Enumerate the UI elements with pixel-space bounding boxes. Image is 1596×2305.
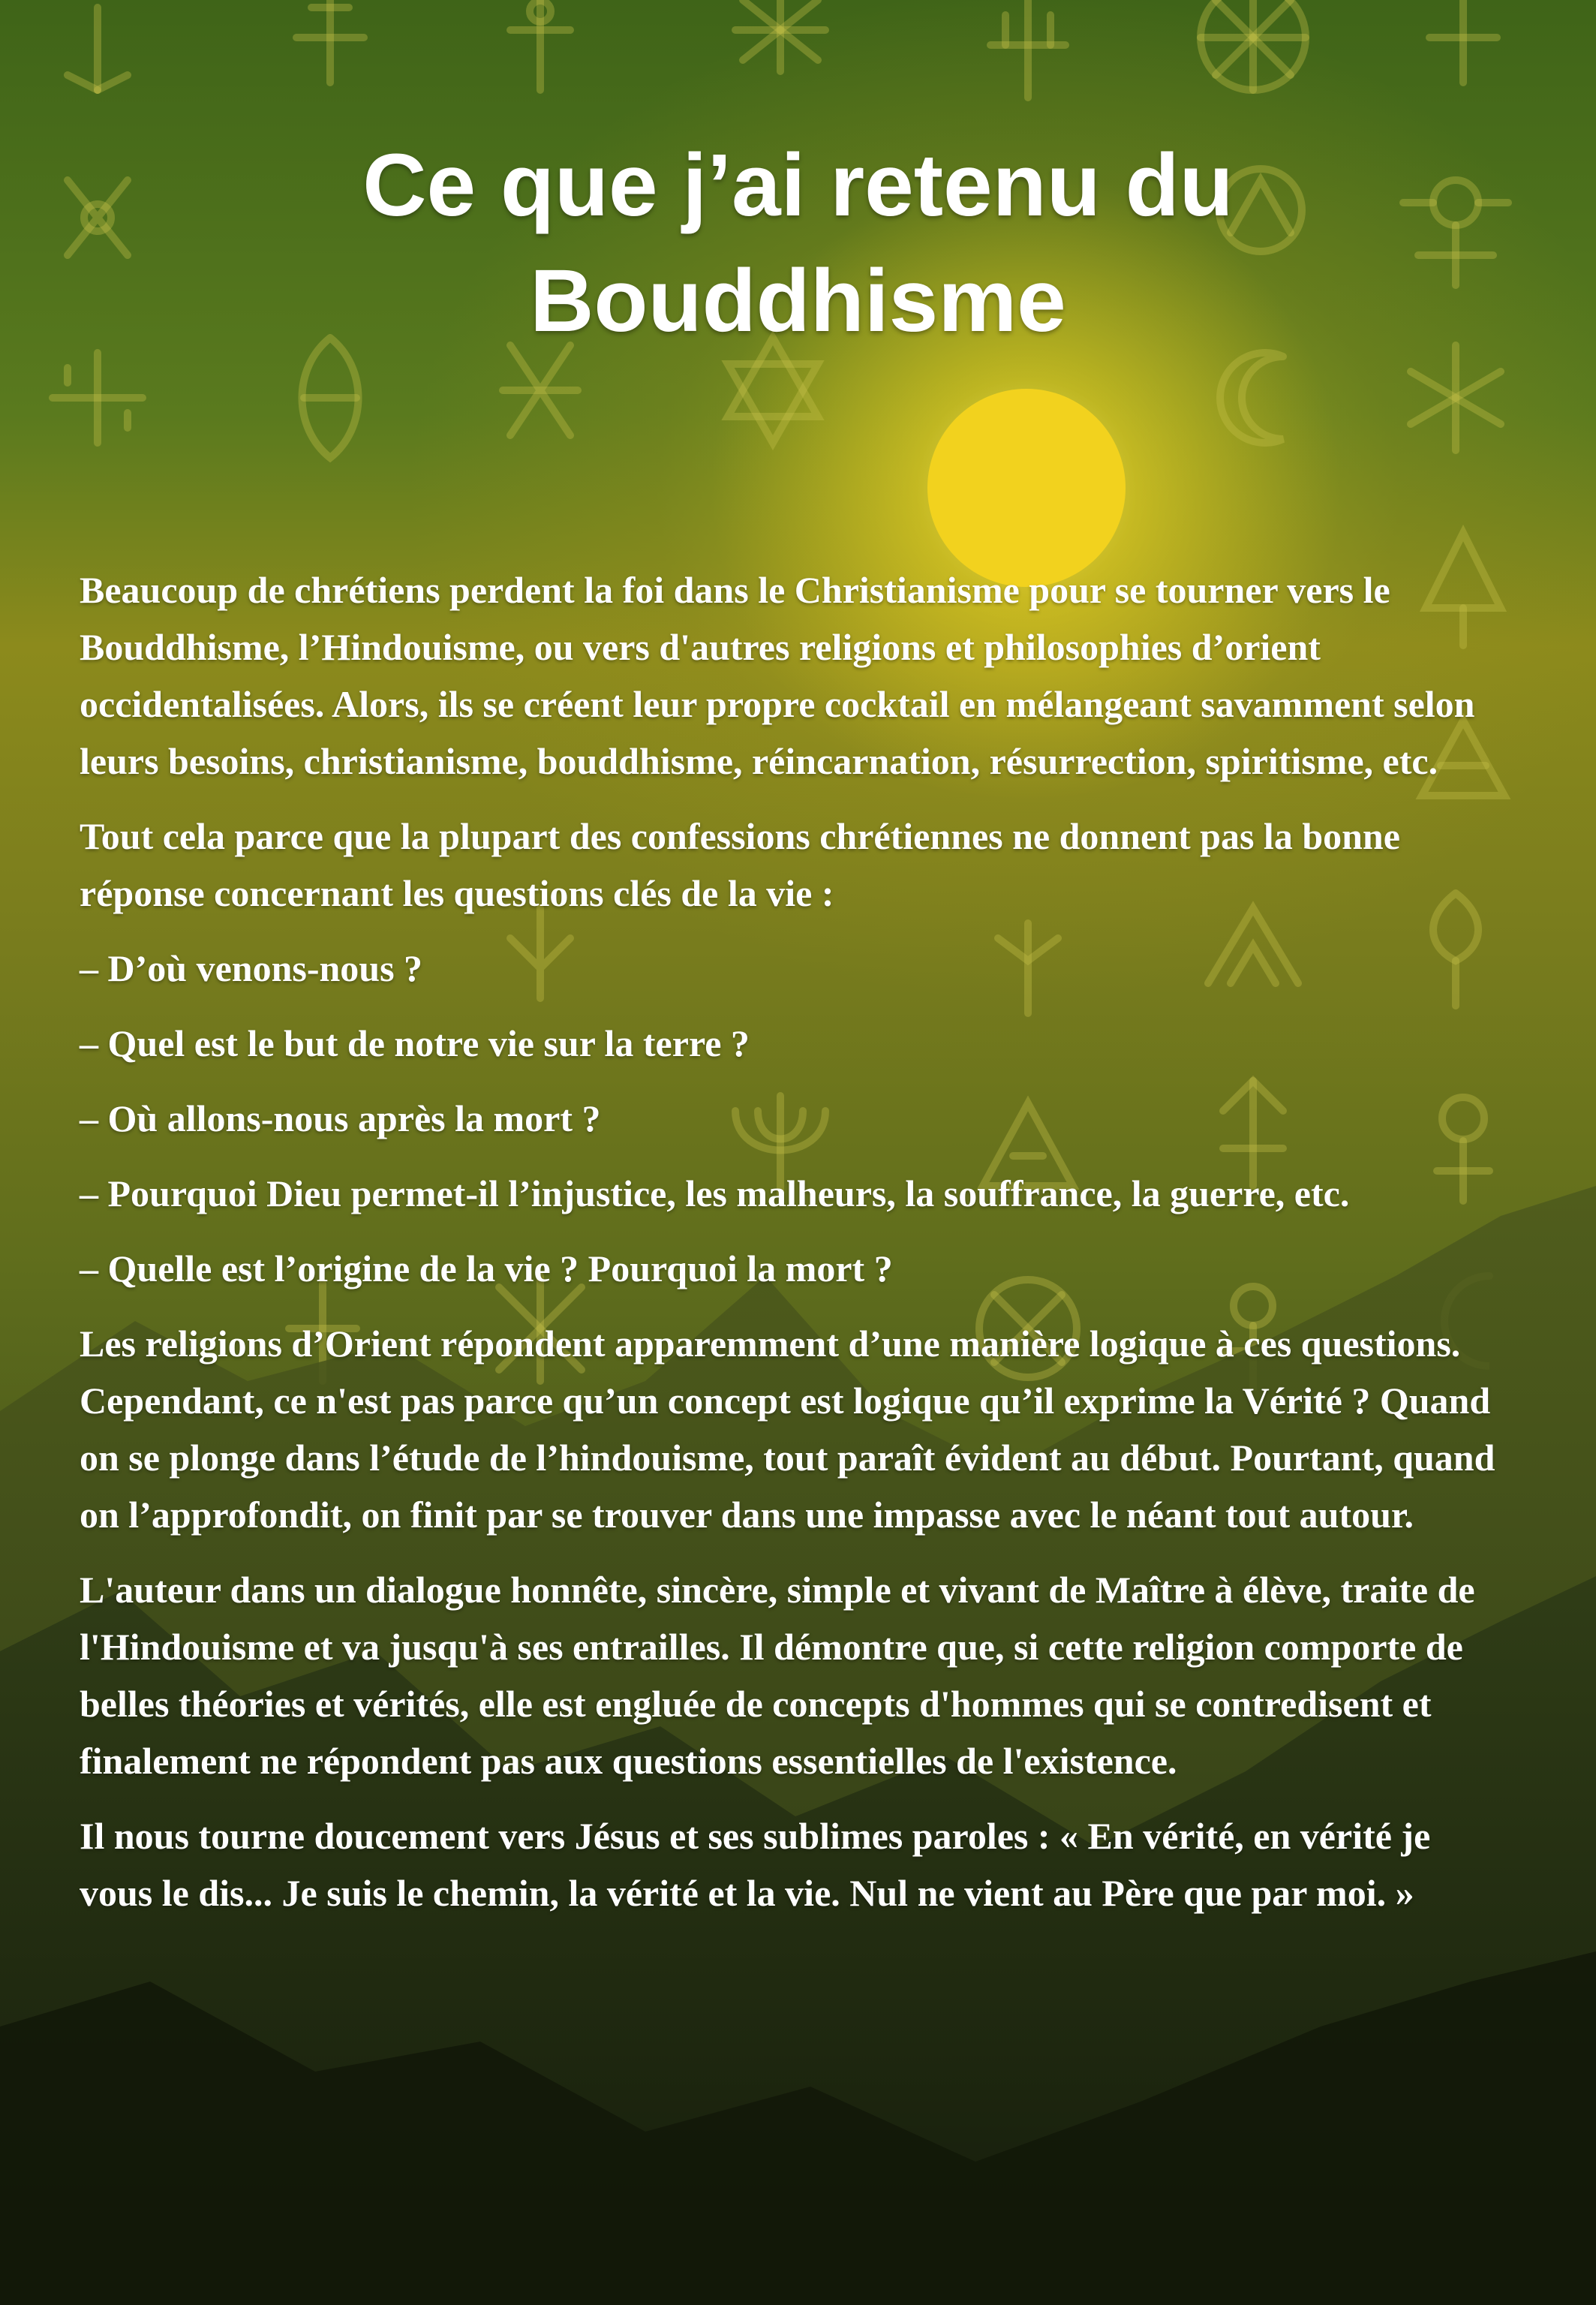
question-item: – Quel est le but de notre vie sur la terre ? [80,1022,750,1064]
question-item: – D’où venons-nous ? [80,947,423,989]
orient-paragraph: Les religions d’Orient répondent apparemment d’une manière logique à ces questions. Cependant, ce n'est pas parce qu’un concept est logique qu’il exprime la Vérité ? Quand on se plonge dans l’étude de l’hindouisme, tout paraît évident au début. Pourtant, quand on l’approfondit, on finit par se trouver dans une impasse avec le néant tout autour. [80,1323,1495,1536]
question-item: – Quelle est l’origine de la vie ? Pourquoi la mort ? [80,1247,893,1289]
question-item: – Où allons-nous après la mort ? [80,1097,601,1139]
title-line-2: Bouddhisme [530,251,1066,351]
intro-paragraph: Beaucoup de chrétiens perdent la foi dans le Christianisme pour se tourner vers le Bouddhisme, l’Hindouisme, ou vers d'autres religions et philosophies d’orient occidentalisées. Alors, ils se créent leur propre cocktail en mélangeant savamment selon leurs besoins, christianisme, bouddhisme, réincarnation, résurrection, spiritisme, etc. [80,569,1475,782]
author-paragraph: L'auteur dans un dialogue honnête, sincère, simple et vivant de Maître à élève, traite de l'Hindouisme et va jusqu'à ses entrailles. Il démontre que, si cette religion comporte de belles théories et vérités, elle est engluée de concepts d'hommes qui se contredisent et finalement ne répondent pas aux questions essentielles de l'existence. [80,1569,1475,1782]
title-line-1: Ce que j’ai retenu du [362,136,1234,235]
question-item: – Pourquoi Dieu permet-il l’injustice, les malheurs, la souffrance, la guerre, etc. [80,1172,1350,1214]
page-title [0,128,1596,359]
reason-paragraph: Tout cela parce que la plupart des confessions chrétiennes ne donnent pas la bonne réponse concernant les questions clés de la vie : [80,815,1400,914]
description-text [80,561,1498,1939]
conclusion-paragraph: Il nous tourne doucement vers Jésus et ses sublimes paroles : « En vérité, en vérité je vous le dis... Je suis le chemin, la vérité et la vie. Nul ne vient au Père que par moi. » [80,1815,1431,1914]
